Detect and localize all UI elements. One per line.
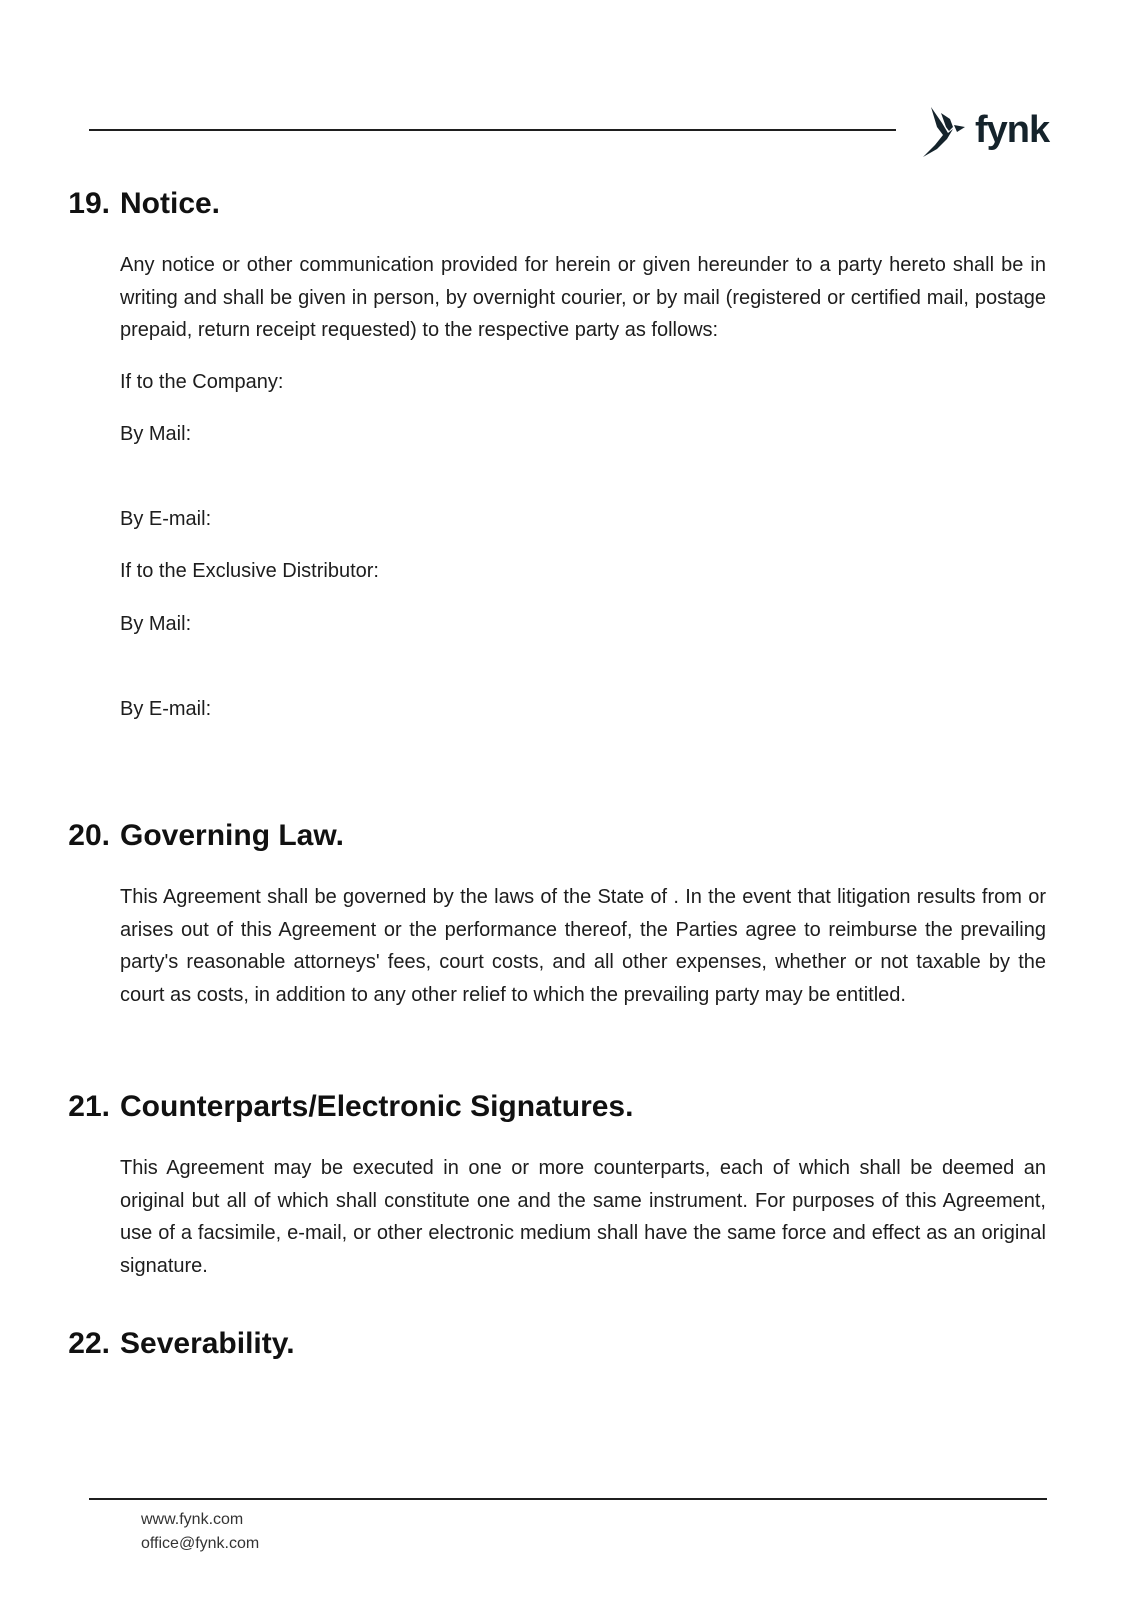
notice-company-label: If to the Company: bbox=[120, 371, 284, 393]
section-number: 21. bbox=[68, 1090, 110, 1123]
notice-company-mail-label: By Mail: bbox=[120, 423, 192, 445]
section-20-body: This Agreement shall be governed by the laws of the State of . In the event that litigation results from or arises out of this Agreement or the performance thereof, the Parties agree to reimburse the prevailing party's reasonable attorneys' fees, court costs, and all other expenses, whether or not taxable by the court as costs, in addition to any other relief to which the prevailing party may be entitled. bbox=[120, 886, 1046, 1006]
section-title: Notice. bbox=[120, 187, 221, 220]
footer-divider bbox=[89, 1498, 1047, 1500]
notice-distributor-label: If to the Exclusive Distributor: bbox=[120, 560, 379, 582]
section-title: Severability. bbox=[120, 1327, 295, 1360]
section-21-body: This Agreement may be executed in one or more counterparts, each of which shall be deemed an original but all of which shall constitute one and the same instrument. For purposes of this Agreement, use of a facsimile, e-mail, or other electronic medium shall have the same force and effect as an original signature. bbox=[120, 1157, 1046, 1277]
fynk-logo bbox=[921, 105, 1049, 159]
notice-distributor-mail-label: By Mail: bbox=[120, 613, 192, 635]
header-divider bbox=[89, 129, 896, 131]
footer-email: office@fynk.com bbox=[141, 1535, 260, 1552]
section-19-body: Any notice or other communication provided for herein or given hereunder to a party hereto shall be in writing and shall be given in person, by overnight courier, or by mail (registered or certified mail, postage prepaid, return receipt requested) to the respective party as follows: bbox=[120, 254, 1046, 341]
section-heading-20 bbox=[68, 818, 344, 854]
notice-company-email-label: By E-mail: bbox=[120, 508, 212, 530]
section-number: 19. bbox=[68, 187, 110, 220]
logo-wordmark: fynk bbox=[975, 109, 1050, 151]
notice-distributor-email-label: By E-mail: bbox=[120, 698, 212, 720]
section-heading-19 bbox=[68, 186, 221, 222]
section-heading-21 bbox=[68, 1089, 634, 1125]
footer-website: www.fynk.com bbox=[141, 1511, 244, 1528]
section-number: 20. bbox=[68, 819, 110, 852]
fynk-bird-icon bbox=[921, 105, 969, 159]
section-title: Governing Law. bbox=[120, 819, 344, 852]
section-title: Counterparts/Electronic Signatures. bbox=[120, 1090, 634, 1123]
section-number: 22. bbox=[68, 1327, 110, 1360]
section-heading-22 bbox=[68, 1326, 295, 1362]
